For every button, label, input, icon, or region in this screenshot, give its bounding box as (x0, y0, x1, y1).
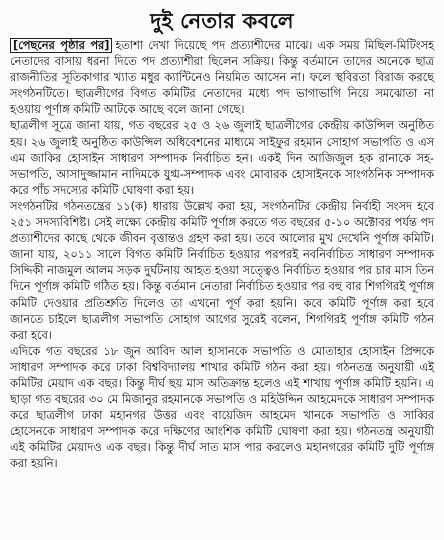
headline: দুই নেতার কবলে (150, 9, 294, 33)
paragraph-4: এদিকে গত বছরের ১৮ জুন আবিদ আল হাসানকে সভাপতি ও মোতাহার হোসাইন প্রিন্সকে সাধারণ সম্পাদক করে ঢাকা বিশ্ববিদ্যালয় শাখার কমিটি গঠন করা হয়। গঠনতন্ত্র অনুযায়ী এই কমিটির মেয়াদ এক বছর। কিন্তু দীর্ঘ ছয় মাস অতিক্রান্ত হলেও এই শাখায় পূর্ণাঙ্গ কমিটি হয়নি। এ ছাড়া গত বছরের ৩০ মে মিজানুর রহমানকে সভাপতি ও মহিউদ্দিন আহমেদকে সাধারণ সম্পাদক করে ছাত্রলীগ ঢাকা মহানগর উত্তর এবং বায়েজিদ আহমেদ খানকে সভাপতি ও সাব্বির হোসেনকে সাধারণ সম্পাদক করে দক্ষিণের আংশিক কমিটি ঘোষণা করা হয়। গঠনতন্ত্র অনুযায়ী এই কমিটির মেয়াদও এক বছর। কিন্তু দীর্ঘ সাত মাস পার করলেও মহানগরের কমিটি দুটি পূর্ণাঙ্গ করা হয়নি। (10, 344, 434, 471)
paragraph-1 (10, 38, 434, 118)
paragraph-3: সংগঠনটির গঠনতন্ত্রের ১১(ক) ধারায় উল্লেখ করা হয়, সংগঠনটির কেন্দ্রীয় নির্বাহী সংসদ হবে ২৫১ সদস্যবিশিষ্ট। সেই লক্ষ্যে কেন্দ্রীয় কমিটি পূর্ণাঙ্গ করতে গত বছরের ৫-১০ অক্টোবর পর্যন্ত পদ প্রত্যাশীদের কাছে থেকে জীবন বৃত্তান্তও গ্রহণ করা হয়। তবে আলোর মুখ দেখেনি পূর্ণাঙ্গ কমিটি। জানা যায়, ২০১১ সালে বিগত কমিটি নির্বাচিত হওয়ার পরপরই নবনির্বাচিত সাধারণ সম্পাদক সিদ্দিকী নাজমুল আলম সড়ক দুর্ঘটনায় আহত হওয়া সত্ত্বেও নির্বাচিত হওয়ার পর চার মাস তিন দিনে পূর্ণাঙ্গ কমিটি গঠিত হয়। কিন্তু বর্তমান নেতারা নির্বাচিত হওয়ার পর বহু বার শিগগিরই পূর্ণাঙ্গ কমিটি দেওয়ার প্রতিশ্রুতি দিলেও তা এখনো পূর্ণ করা হয়নি। কবে কমিটি পূর্ণাঙ্গ করা হবে জানতে চাইলে ছাত্রলীগ সভাপতি সোহাগ আগের সুরেই বলেন, শিগগিরই পূর্ণাঙ্গ কমিটি গঠন করা হবে। (10, 199, 434, 342)
paragraph-1-text: হতাশা দেখা দিয়েছে পদ প্রত্যাশীদের মাঝে। এক সময় মিছিল-মিটিংসহ নেতাদের বাসায় ধরনা দিতে পদ প্রত্যাশীরা ছিলেন সক্রিয়। কিন্তু বর্তমানে তাদের অনেকে ছাত্র রাজনীতির সূতিকাগার খ্যাত মধুর ক্যান্টিনেও নিয়মিত আসেন না। ফলে স্থবিরতা বিরাজ করছে সংগঠনটিতে। ছাত্রলীগের বিগত কমিটির নেতাদের মধ্যে পদ ভাগাভাগি নিয়ে সমঝোতা না হওয়ায় পূর্ণাঙ্গ কমিটি আটকে আছে বলে জানা গেছে। (10, 39, 434, 117)
paragraph-2: ছাত্রলীগ সূত্রে জানা যায়, গত বছরের ২৫ ও ২৬ জুলাই ছাত্রলীগের কেন্দ্রীয় কাউন্সিল অনুষ্ঠিত হয়। ২৬ জুলাই অনুষ্ঠিত কাউন্সিল অধিবেশনের মাধ্যমে সাইফুর রহমান সোহাগ সভাপতি ও এস এম জাকির হোসাইন সাধারণ সম্পাদক নির্বাচিত হন। একই দিন আজিজুল হক রানাকে সহ-সভাপতি, আসাদুজ্জামান নাদিমকে যুগ্ম-সম্পাদক এবং মোবারক হোসাইনকে সাংগঠনিক সম্পাদক করে পাঁচ সদস্যের কমিটি ঘোষণা করা হয়। (10, 119, 434, 197)
article-body (10, 38, 434, 473)
continued-label: [পেছনের পৃষ্ঠার পর] (10, 38, 112, 53)
